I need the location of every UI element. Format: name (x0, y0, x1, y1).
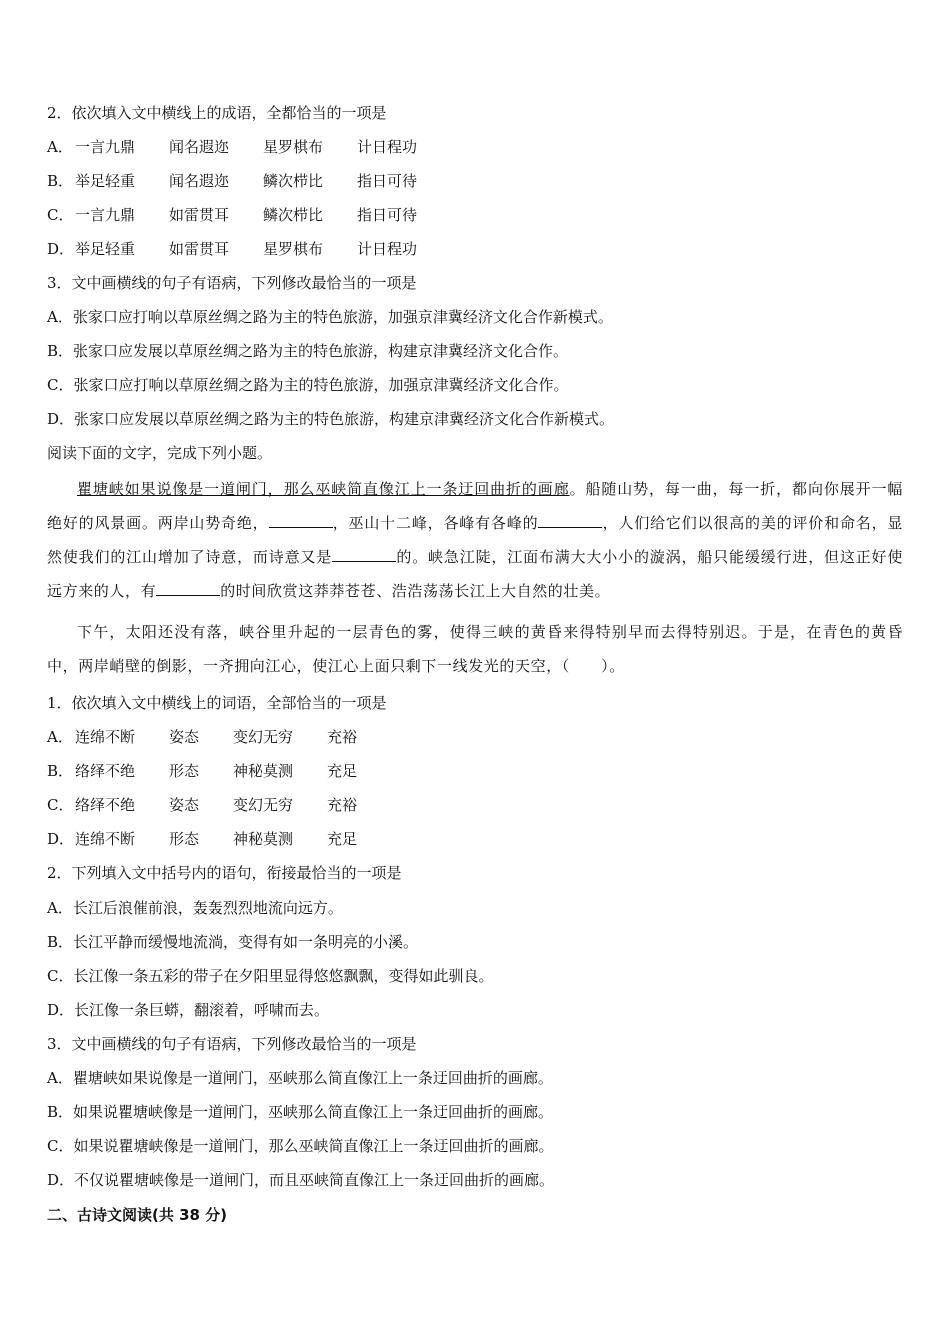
underlined-sentence: 瞿塘峡如果说像是一道闸门，那么巫峡简直像江上一条迂回曲折的画廊 (77, 480, 570, 498)
section-heading: 二、古诗文阅读(共 38 分) (47, 1206, 228, 1224)
option-item: 神秘莫测 (233, 830, 294, 848)
question-stem: 3．文中画横线的句子有语病，下列修改最恰当的一项是 (47, 274, 417, 292)
option-row: B．长江平静而缓慢地流淌，变得有如一条明亮的小溪。 (47, 933, 419, 951)
option-row: C．如果说瞿塘峡像是一道闸门，那么巫峡简直像江上一条迂回曲折的画廊。 (47, 1137, 554, 1155)
option-label: B． (47, 762, 74, 780)
option-row (47, 136, 451, 158)
option-label: D． (47, 240, 75, 258)
option-item: 举足轻重 (75, 172, 136, 190)
fill-blank (332, 545, 396, 562)
option-row: D．不仅说瞿塘峡像是一道闸门，而且巫峡简直像江上一条迂回曲折的画廊。 (47, 1171, 555, 1189)
option-item: 指日可待 (357, 206, 418, 224)
fill-blank (538, 511, 602, 528)
passage-text: ，人们给它们以很高的美的评价和命名，显然使我们的江山增加了诗意，而诗意又是 (47, 514, 904, 566)
option-item: 变幻无穷 (233, 796, 294, 814)
option-label: C． (47, 206, 74, 224)
option-item: 如雷贯耳 (169, 240, 230, 258)
option-item: 络绎不绝 (75, 762, 136, 780)
option-label: A． (47, 728, 73, 746)
question-stem: 2．依次填入文中横线上的成语，全都恰当的一项是 (47, 104, 387, 122)
option-item: 计日程功 (357, 240, 418, 258)
question-stem: 1．依次填入文中横线上的词语，全部恰当的一项是 (47, 694, 387, 712)
option-item: 连绵不断 (75, 830, 136, 848)
option-item: 充裕 (327, 796, 358, 814)
option-row (47, 794, 391, 816)
option-item: 充裕 (327, 728, 358, 746)
question-stem: 3．文中画横线的句子有语病，下列修改最恰当的一项是 (47, 1035, 417, 1053)
option-item: 姿态 (169, 728, 200, 746)
option-item: 星罗棋布 (263, 240, 324, 258)
option-item: 一言九鼎 (75, 138, 136, 156)
option-item: 如雷贯耳 (169, 206, 230, 224)
option-item: 一言九鼎 (75, 206, 136, 224)
option-item: 神秘莫测 (233, 762, 294, 780)
option-row (47, 760, 391, 782)
option-row: D．长江像一条巨蟒，翻滚着，呼啸而去。 (47, 1001, 330, 1019)
option-row (47, 828, 391, 850)
option-item: 形态 (169, 830, 200, 848)
option-row (47, 238, 451, 260)
option-item: 闻名遐迩 (169, 138, 230, 156)
option-label: C． (47, 796, 74, 814)
fill-blank (269, 511, 333, 528)
option-item: 计日程功 (357, 138, 418, 156)
option-row: A．长江后浪催前浪，轰轰烈烈地流向远方。 (47, 899, 343, 917)
option-item: 充足 (327, 762, 358, 780)
option-row: C．长江像一条五彩的带子在夕阳里显得悠悠飘飘，变得如此驯良。 (47, 967, 494, 985)
option-label: B． (47, 172, 74, 190)
option-row: B．如果说瞿塘峡像是一道闸门，巫峡那么简直像江上一条迂回曲折的画廊。 (47, 1103, 554, 1121)
passage-text: 的。峡急江陡，江面布满大大小小的漩涡，船只能缓缓行进，但这正好使远方来的人，有 (47, 548, 903, 600)
option-item: 形态 (169, 762, 200, 780)
option-item: 鳞次栉比 (263, 172, 324, 190)
option-row: C．张家口应打响以草原丝绸之路为主的特色旅游，加强京津冀经济文化合作。 (47, 376, 569, 394)
passage-paragraph-1 (47, 472, 903, 608)
option-row (47, 204, 451, 226)
option-item: 指日可待 (357, 172, 418, 190)
reading-intro: 阅读下面的文字，完成下列小题。 (47, 444, 273, 462)
option-label: A． (47, 138, 73, 156)
option-row: D．张家口应发展以草原丝绸之路为主的特色旅游，构建京津冀经济文化合作新模式。 (47, 410, 615, 428)
passage-text: 。船随山势，每一曲，每一折，都向你展开一幅绝好的风景画。两岸山势奇绝， (47, 480, 903, 532)
option-item: 闻名遐迩 (169, 172, 230, 190)
option-item: 姿态 (169, 796, 200, 814)
option-item: 变幻无穷 (233, 728, 294, 746)
option-row (47, 170, 451, 192)
option-item: 络绎不绝 (75, 796, 136, 814)
option-item: 连绵不断 (75, 728, 136, 746)
option-item: 举足轻重 (75, 240, 136, 258)
option-row (47, 726, 391, 748)
option-item: 星罗棋布 (263, 138, 324, 156)
option-item: 鳞次栉比 (263, 206, 324, 224)
passage-text: ，巫山十二峰，各峰有各峰的 (332, 514, 539, 532)
fill-blank (156, 579, 220, 596)
option-item: 充足 (327, 830, 358, 848)
passage-text: 的时间欣赏这莽莽苍苍、浩浩荡荡长江上大自然的壮美。 (220, 582, 611, 600)
option-label: D． (47, 830, 75, 848)
option-row: A．瞿塘峡如果说像是一道闸门，巫峡那么简直像江上一条迂回曲折的画廊。 (47, 1069, 553, 1087)
passage-paragraph-2: 下午，太阳还没有落，峡谷里升起的一层青色的雾，使得三峡的黄昏来得特别早而去得特别迟。于是，在青色的黄昏中，两岸峭壁的倒影，一齐拥向江心，使江心上面只剩下一线发光的天空，（ ）。 (47, 623, 903, 675)
question-stem: 2．下列填入文中括号内的语句，衔接最恰当的一项是 (47, 864, 402, 882)
option-row: B．张家口应发展以草原丝绸之路为主的特色旅游，构建京津冀经济文化合作。 (47, 342, 569, 360)
option-row: A．张家口应打响以草原丝绸之路为主的特色旅游，加强京津冀经济文化合作新模式。 (47, 308, 613, 326)
